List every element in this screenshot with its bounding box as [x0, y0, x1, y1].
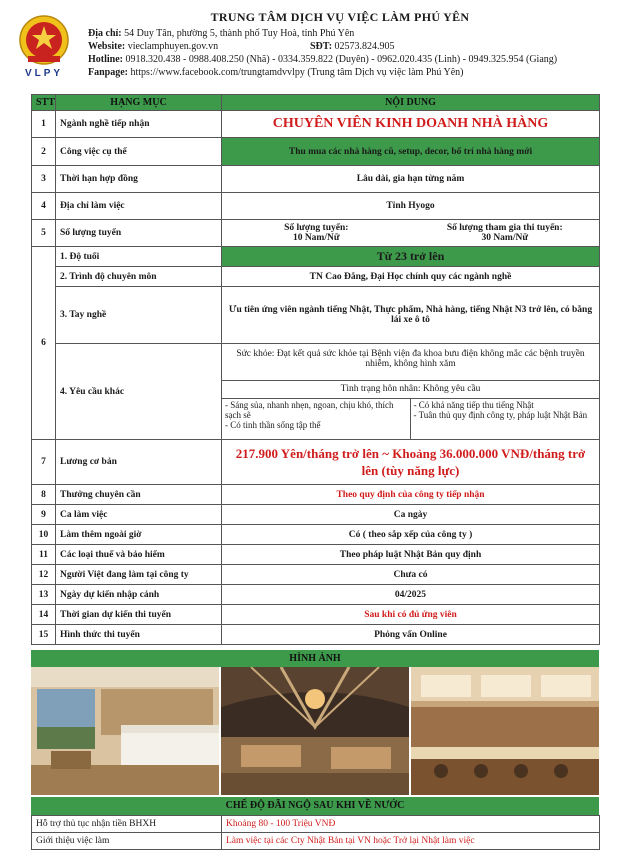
table-row: Giới thiệu việc làm Làm việc tại các Cty Nhật Bản tại VN hoặc Trở lại Nhật làm việc [32, 833, 600, 850]
table-row: 2. Trình độ chuyên môn TN Cao Đẳng, Đại Học chính quy các ngành nghề [32, 267, 600, 287]
website-link[interactable]: vieclamphuyen.gov.vn [127, 41, 219, 52]
restaurant-interior-photo [221, 667, 409, 795]
quota-cell: Số lượng tuyển: 10 Nam/Nữ [284, 223, 349, 243]
traits-right: - Có khả năng tiếp thu tiếng Nhật - Tuân thủ quy định công ty, pháp luật Nhật Bản [413, 400, 588, 420]
table-header-row [32, 95, 600, 111]
benefits-section-title: CHẾ ĐỘ ĐÃI NGỘ SAU KHI VỀ NƯỚC [31, 797, 599, 815]
salary-value: 217.900 Yên/tháng trở lên ~ Khoảng 36.000.000 VNĐ/tháng trở lên (tùy năng lực) [222, 440, 600, 485]
hotel-room-photo [31, 667, 219, 795]
header-item: HẠNG MỤC [56, 95, 222, 111]
marital-requirement: Tình trạng hôn nhân: Không yêu cầu [222, 381, 599, 399]
table-row: 14 Thời gian dự kiến thi tuyển Sau khi có đủ ứng viên [32, 605, 600, 625]
table-row: 15 Hình thức thi tuyển Phỏng vấn Online [32, 625, 600, 645]
table-row: 13 Ngày dự kiến nhập cảnh 04/2025 [32, 585, 600, 605]
table-row: 7 Lương cơ bản 217.900 Yên/tháng trở lên ~ Khoảng 36.000.000 VNĐ/tháng trở lên (tùy năng lực) [32, 440, 600, 485]
job-title: CHUYÊN VIÊN KINH DOANH NHÀ HÀNG [222, 111, 600, 138]
header-content: NỘI DUNG [222, 95, 600, 111]
phone-value: 02573.824.905 [334, 41, 395, 52]
table-row: 12 Người Việt đang làm tại công ty Chưa có [32, 565, 600, 585]
benefits-table [31, 815, 600, 850]
images-section-title: HÌNH ẢNH [31, 650, 599, 667]
table-row: 2 Công việc cụ thể Thu mua các nhà hàng cũ, setup, decor, bố trí nhà hàng mới [32, 138, 600, 166]
website-line: Website: vieclamphuyen.gov.vn SĐT: 02573.824.905 [88, 41, 395, 52]
table-row: 9 Ca làm việc Ca ngày [32, 505, 600, 525]
job-details-table [31, 94, 600, 645]
exam-quota-cell: Số lượng tham gia thi tuyển: 30 Nam/Nữ [446, 223, 563, 243]
table-row: 1 Ngành nghề tiếp nhận CHUYÊN VIÊN KINH DOANH NHÀ HÀNG [32, 111, 600, 138]
traits-left: - Sáng sủa, nhanh nhẹn, ngoan, chịu khó, thích sạch sẽ - Có tinh thần sống tập thể [222, 399, 411, 439]
table-row: 4. Yêu cầu khác Sức khỏe: Đạt kết quả sức khỏe tại Bệnh viện đa khoa bưu điện không mắc các bệnh truyền nhiễm, không hình xăm Tình trạng hôn nhân: Không yêu cầu - Sáng sủa, nhanh nhẹn, ngoan, chịu khó, thích sạch sẽ - Có tinh thần sống tập thể - Có khả năng tiếp thu tiếng Nhật - Tuân thủ quy định công ty, pháp luật Nhật Bản [32, 344, 600, 440]
photo-strip [31, 667, 599, 795]
header-stt: STT [32, 95, 56, 111]
health-requirement: Sức khỏe: Đạt kết quả sức khỏe tại Bệnh viện đa khoa bưu điện không mắc các bệnh truyền nhiễm, không hình xăm [222, 344, 599, 381]
table-row: 3. Tay nghề Ưu tiên ứng viên ngành tiếng Nhật, Thực phẩm, Nhà hàng, tiếng Nhật N3 trở lên, có bằng lái xe ô tô [32, 287, 600, 344]
table-row: Hỗ trợ thủ tục nhận tiền BHXH Khoảng 80 - 100 Triệu VNĐ [32, 816, 600, 833]
age-value: Từ 23 trở lên [222, 247, 600, 267]
address-line: Địa chỉ: 54 Duy Tân, phường 5, thành phố Tuy Hoà, tỉnh Phú Yên [88, 28, 355, 39]
table-row: 10 Làm thêm ngoài giờ Có ( theo sắp xếp của công ty ) [32, 525, 600, 545]
table-row: 4 Địa chỉ làm việc Tỉnh Hyogo [32, 193, 600, 220]
fanpage-link[interactable]: https://www.facebook.com/trungtamdvvlpy (Trung tâm Dịch vụ việc làm Phú Yên) [130, 67, 464, 78]
table-row: 11 Các loại thuế và bảo hiểm Theo pháp luật Nhật Bản quy định [32, 545, 600, 565]
fanpage-line: Fanpage: https://www.facebook.com/trungtamdvvlpy (Trung tâm Dịch vụ việc làm Phú Yên) [88, 67, 464, 78]
sushi-bar-photo [411, 667, 599, 795]
table-row: 3 Thời hạn hợp đồng Lâu dài, gia hạn từng năm [32, 166, 600, 193]
org-title: TRUNG TÂM DỊCH VỤ VIỆC LÀM PHÚ YÊN [210, 10, 470, 24]
table-row: 6 1. Độ tuổi Từ 23 trở lên [32, 247, 600, 267]
table-row: 8 Thưởng chuyên cần Theo quy định của công ty tiếp nhận [32, 485, 600, 505]
logo-text: VLPY [24, 68, 64, 79]
letterhead [18, 8, 608, 86]
table-row: 5 Số lượng tuyển Số lượng tuyển: 10 Nam/Nữ Số lượng tham gia thi tuyển: 30 Nam/Nữ [32, 220, 600, 247]
hotline-line: Hotline: 0918.320.438 - 0988.408.250 (Nhã) - 0334.359.822 (Duyên) - 0962.020.435 (Linh) - 0949.325.954 (Giang) [88, 54, 558, 65]
